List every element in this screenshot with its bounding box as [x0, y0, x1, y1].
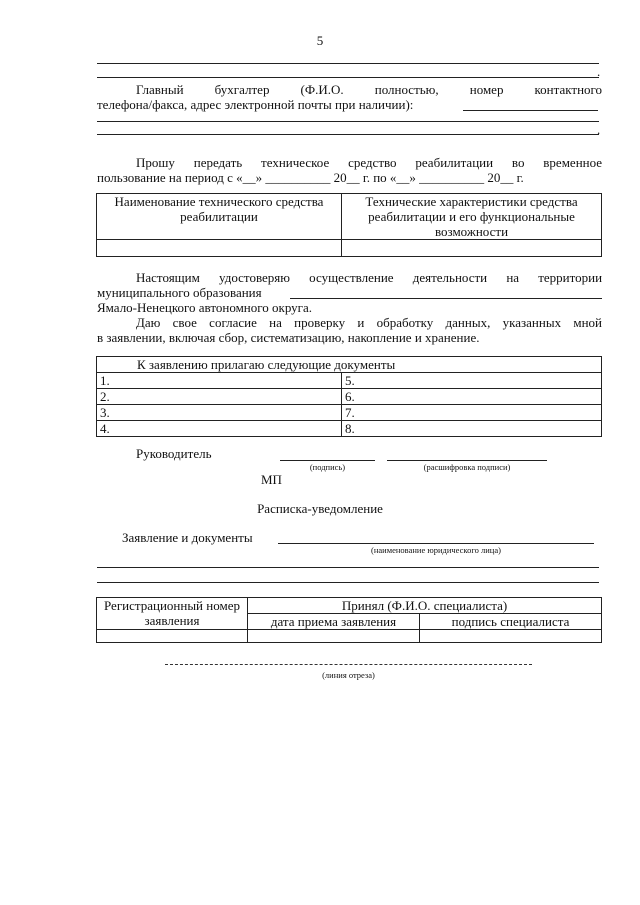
certify-line1 — [136, 270, 602, 286]
chief-accountant-line2: телефона/факса, адрес электронной почты при наличии): — [97, 97, 414, 112]
word: реабилитации — [415, 155, 494, 170]
head-label: Руководитель — [136, 446, 212, 461]
word: средство — [348, 155, 397, 170]
attachment-item-8[interactable]: 8. — [342, 421, 602, 437]
device-name-cell[interactable] — [97, 240, 342, 257]
blank-line[interactable] — [97, 77, 599, 78]
stamp-label: МП — [261, 472, 282, 487]
word: осуществление — [309, 270, 394, 285]
word: полностью, — [374, 82, 439, 97]
region-text: Ямало-Ненецкого автономного округа. — [97, 300, 313, 315]
consent-line2: в заявлении, включая сбор, систематизацию, накопление и хранение. — [97, 330, 480, 345]
word: во — [511, 155, 525, 170]
request-line1 — [136, 155, 602, 171]
word: Главный — [136, 82, 184, 97]
device-table — [96, 193, 602, 257]
receipt-title: Расписка-уведомление — [257, 501, 383, 516]
word: и — [357, 315, 365, 330]
contact-input-line[interactable] — [463, 110, 598, 111]
attachment-item-4[interactable]: 4. — [97, 421, 342, 437]
attachment-item-1[interactable]: 1. — [97, 373, 342, 389]
blank-line[interactable] — [97, 63, 599, 64]
organization-input-line[interactable] — [278, 543, 594, 544]
consent-line1 — [136, 315, 602, 331]
word: обработку — [376, 315, 434, 330]
blank-line[interactable] — [97, 121, 599, 122]
blank-line[interactable] — [97, 582, 599, 583]
attachment-item-7[interactable]: 7. — [342, 405, 602, 421]
organization-caption: (наименование юридического лица) — [371, 545, 501, 555]
signature-line[interactable] — [280, 460, 375, 461]
word: техническое — [261, 155, 330, 170]
specialist-signature-cell[interactable] — [420, 630, 602, 643]
word: на — [506, 270, 520, 285]
attachment-item-3[interactable]: 3. — [97, 405, 342, 421]
word: временное — [543, 155, 603, 170]
word: территории — [538, 270, 603, 285]
receipt-docs-label: Заявление и документы — [122, 530, 253, 545]
attachment-item-2[interactable]: 2. — [97, 389, 342, 405]
cut-line-caption: (линия отреза) — [322, 670, 375, 680]
word: (Ф.И.О. — [300, 82, 344, 97]
attachment-item-6[interactable]: 6. — [342, 389, 602, 405]
word: на — [269, 315, 282, 330]
line-end-dot: . — [597, 64, 601, 79]
word: удостоверяю — [219, 270, 290, 285]
decoding-caption: (расшифровка подписи) — [423, 462, 511, 472]
municipality-input-line[interactable] — [290, 298, 602, 299]
attachment-item-5[interactable]: 5. — [342, 373, 602, 389]
word: Даю — [136, 315, 161, 330]
word: контактного — [534, 82, 603, 97]
receipt-table — [96, 597, 602, 643]
word: деятельности — [412, 270, 488, 285]
word: мной — [573, 315, 602, 330]
registration-number-cell[interactable] — [97, 630, 248, 643]
signature-decoding-line[interactable] — [387, 460, 547, 461]
line-end-dot: . — [597, 122, 601, 137]
blank-line[interactable] — [97, 134, 599, 135]
device-specs-cell[interactable] — [342, 240, 602, 257]
municipality-label: муниципального образования — [97, 285, 262, 300]
specialist-signature-header: подпись специалиста — [420, 614, 602, 630]
date-received-header: дата приема заявления — [248, 614, 420, 630]
signature-caption: (подпись) — [309, 462, 346, 472]
word: бухгалтер — [214, 82, 270, 97]
word: Прошу — [136, 155, 175, 170]
registration-number-header: Регистрационный номер заявления — [97, 598, 248, 630]
cut-line — [165, 664, 532, 665]
page-number: 5 — [316, 33, 324, 48]
device-specs-header: Технические характеристики средства реабилитации и его функциональные возможности — [342, 194, 602, 240]
accepted-by-header: Принял (Ф.И.О. специалиста) — [248, 598, 602, 614]
blank-line[interactable] — [97, 567, 599, 568]
attachments-header: К заявлению прилагаю следующие документы — [97, 357, 602, 373]
date-received-cell[interactable] — [248, 630, 420, 643]
word: проверку — [294, 315, 346, 330]
word: указанных — [502, 315, 562, 330]
word: номер — [469, 82, 504, 97]
attachments-table — [96, 356, 602, 437]
word: согласие — [209, 315, 257, 330]
word: свое — [172, 315, 197, 330]
device-name-header: Наименование технического средства реабилитации — [97, 194, 342, 240]
word: Настоящим — [136, 270, 200, 285]
chief-accountant-line1 — [136, 82, 602, 98]
request-period-line: пользование на период с «__» __________ 20__ г. по «__» __________ 20__ г. — [97, 170, 524, 185]
word: данных, — [445, 315, 491, 330]
word: передать — [193, 155, 243, 170]
